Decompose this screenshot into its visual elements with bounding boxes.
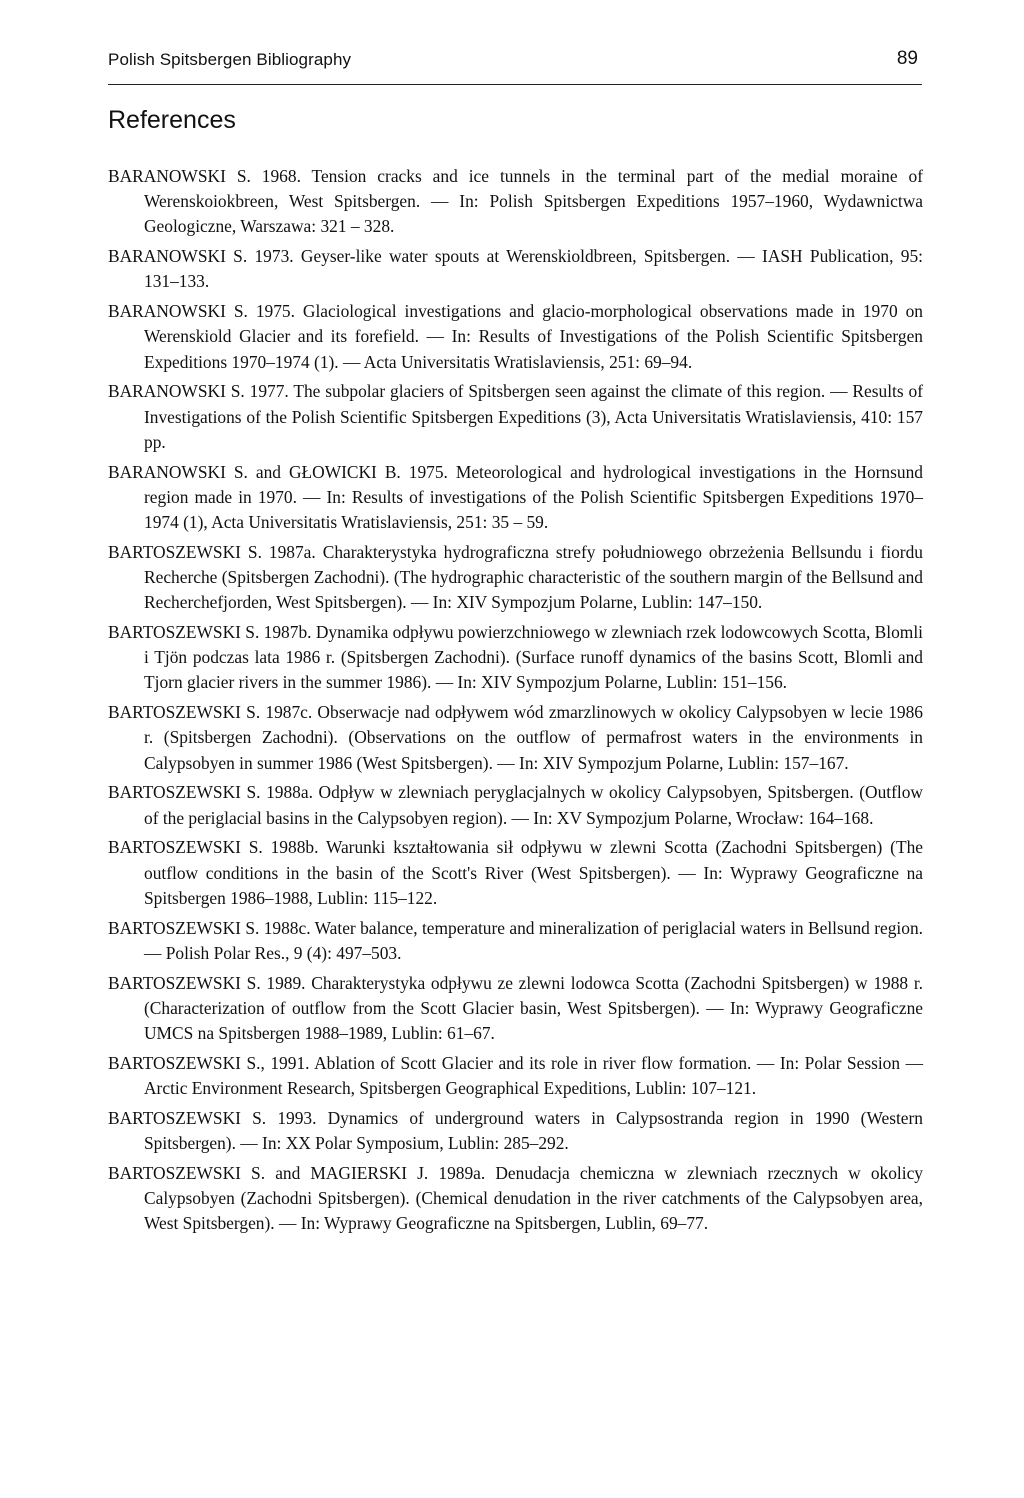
reference-entry: BARANOWSKI S. and GŁOWICKI B. 1975. Meteorological and hydrological investigations in the Hornsund region made in 1970. — In: Results of investigations of the Polish Scientific Spitsbergen Expeditions 1970–1974 (1), Acta Universitatis Wratislaviensis, 251: 35 – 59. bbox=[108, 461, 923, 533]
reference-entry: BARTOSZEWSKI S. 1988a. Odpływ w zlewniach peryglacjalnych w okolicy Calypsobyen, Spitsbergen. (Outflow of the periglacial basins in the Calypsobyen region). — In: XV Sympozjum Polarne, Wrocław: 164–168. bbox=[108, 782, 923, 828]
running-title: Polish Spitsbergen Bibliography bbox=[108, 50, 352, 69]
reference-entry: BARANOWSKI S. 1968. Tension cracks and ice tunnels in the terminal part of the medial moraine of Werenskoiokbreen, West Spitsbergen. — In: Polish Spitsbergen Expeditions 1957–1960, Wydawnictwa Geologiczne, Warszawa: 321 – 328. bbox=[108, 166, 923, 237]
section-title: References bbox=[108, 106, 236, 134]
reference-entry: BARANOWSKI S. 1975. Glaciological investigations and glacio-morphological observations made in 1970 on Werenskiold Glacier and its forefield. — In: Results of Investigations of the Polish Scientific Spitsbergen Expeditions 1970–1974 (1). — Acta Universitatis Wratislaviensis, 251: 69–94. bbox=[108, 301, 923, 372]
reference-entry: BARTOSZEWSKI S. 1987b. Dynamika odpływu powierzchniowego w zlewniach rzek lodowcowych Scotta, Blomli i Tjön podczas lata 1986 r. (Spitsbergen Zachodni). (Surface runoff dynamics of the basins Scott, Blomli and Tjorn glacier rivers in the summer 1986). — In: XIV Sympozjum Polarne, Lublin: 151–156. bbox=[108, 622, 923, 693]
reference-entry: BARTOSZEWSKI S. 1993. Dynamics of underground waters in Calypsostranda region in 1990 (Western Spitsbergen). — In: XX Polar Symposium, Lublin: 285–292. bbox=[108, 1107, 923, 1154]
reference-entry: BARANOWSKI S. 1973. Geyser-like water spouts at Werenskioldbreen, Spitsbergen. — IASH Publication, 95: 131–133. bbox=[108, 246, 923, 292]
reference-entry: BARTOSZEWSKI S. 1987a. Charakterystyka hydrograficzna strefy południowego obrzeżenia Bellsundu i fiordu Recherche (Spitsbergen Zachodni). (The hydrographic characteristic of the southern margin of the Bellsund and Recherchefjorden, West Spitsbergen). — In: XIV Sympozjum Polarne, Lublin: 147–150. bbox=[108, 541, 923, 613]
reference-entry: BARTOSZEWSKI S. and MAGIERSKI J. 1989a. Denudacja chemiczna w zlewniach rzecznych w okolicy Calypsobyen (Zachodni Spitsbergen). (Chemical denudation in the river catchments of the Calypsobyen area, West Spitsbergen). — In: Wyprawy Geograficzne na Spitsbergen, Lublin, 69–77. bbox=[108, 1162, 923, 1234]
reference-entry: BARTOSZEWSKI S., 1991. Ablation of Scott Glacier and its role in river flow formation. — In: Polar Session — Arctic Environment Research, Spitsbergen Geographical Expeditions, Lublin: 107–121. bbox=[108, 1052, 923, 1099]
reference-list bbox=[108, 164, 923, 1241]
running-header bbox=[108, 44, 922, 85]
reference-entry: BARTOSZEWSKI S. 1988c. Water balance, temperature and mineralization of periglacial waters in Bellsund region. — Polish Polar Res., 9 (4): 497–503. bbox=[108, 917, 923, 963]
reference-entry: BARTOSZEWSKI S. 1988b. Warunki kształtowania sił odpływu w zlewni Scotta (Zachodni Spitsbergen) (The outflow conditions in the basin of the Scott's River (West Spitsbergen). — In: Wyprawy Geograficzne na Spitsbergen 1986–1988, Lublin: 115–122. bbox=[108, 837, 923, 908]
page-number: 89 bbox=[896, 48, 918, 69]
reference-entry: BARTOSZEWSKI S. 1987c. Obserwacje nad odpływem wód zmarzlinowych w okolicy Calypsobyen w lecie 1986 r. (Spitsbergen Zachodni). (Observations on the outflow of permafrost waters in the environments in Calypsobyen in summer 1986 (West Spitsbergen). — In: XIV Sympozjum Polarne, Lublin: 157–167. bbox=[108, 702, 923, 773]
reference-entry: BARTOSZEWSKI S. 1989. Charakterystyka odpływu ze zlewni lodowca Scotta (Zachodni Spitsbergen) w 1988 r. (Characterization of outflow from the Scott Glacier basin, West Spitsbergen). — In: Wyprawy Geograficzne UMCS na Spitsbergen 1988–1989, Lublin: 61–67. bbox=[108, 972, 923, 1044]
reference-entry: BARANOWSKI S. 1977. The subpolar glaciers of Spitsbergen seen against the climate of this region. — Results of Investigations of the Polish Scientific Spitsbergen Expeditions (3), Acta Universitatis Wratislaviensis, 410: 157 pp. bbox=[108, 381, 923, 452]
